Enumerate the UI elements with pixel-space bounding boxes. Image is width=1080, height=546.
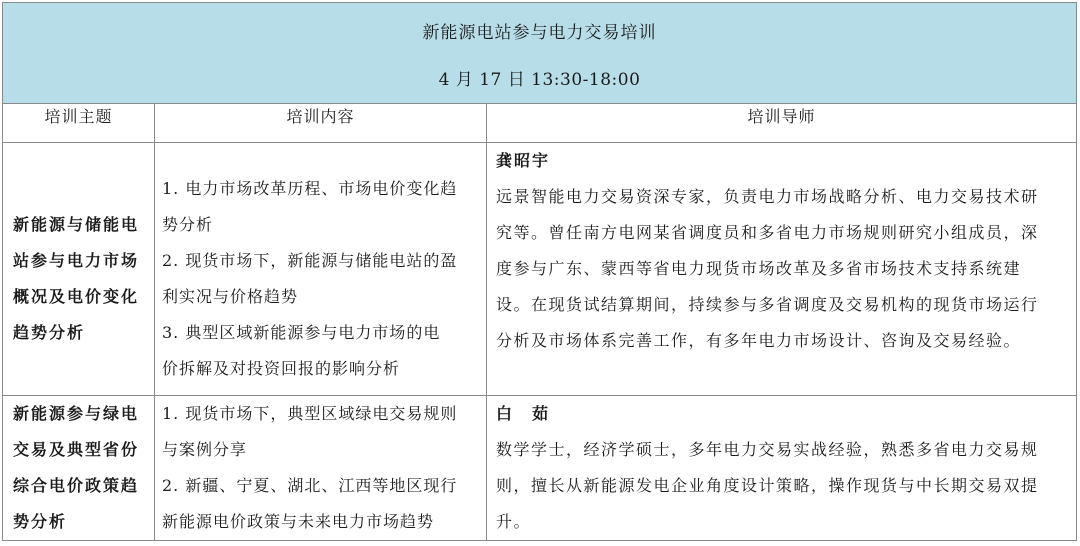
topic-line: 趋势分析	[13, 323, 86, 342]
mentor-bio-line: 远景智能电力交易资深专家，负责电力市场战略分析、电力交易技术研	[496, 187, 1039, 206]
mentor-bio-line: 究等。曾任南方电网某省调度员和多省电力市场规则研究小组成员，深	[496, 223, 1039, 242]
mentor-name: 白 茹	[496, 404, 551, 423]
topic-line: 新能源参与绿电	[13, 404, 140, 423]
topic-line: 综合电价政策趋	[13, 476, 140, 495]
content-line: 与案例分享	[162, 440, 248, 459]
column-header-mentor: 培训导师	[487, 104, 1077, 143]
content-line: 2. 新疆、宁夏、湖北、江西等地区现行	[162, 476, 458, 495]
topic-line: 概况及电价变化	[13, 287, 140, 306]
topic-cell	[3, 143, 155, 396]
table-row	[3, 396, 1077, 541]
mentor-name: 龚昭宇	[496, 151, 551, 170]
event-title: 新能源电站参与电力交易培训	[422, 23, 657, 43]
topic-line: 站参与电力市场	[13, 251, 140, 270]
column-header-content: 培训内容	[155, 104, 487, 143]
topic-cell	[3, 396, 155, 541]
mentor-bio-line: 则，擅长从新能源发电企业角度设计策略，操作现货与中长期交易双提	[496, 476, 1039, 495]
content-line: 1. 现货市场下，典型区域绿电交易规则	[162, 404, 458, 423]
topic-line: 新能源与储能电	[13, 215, 140, 234]
content-line: 2. 现货市场下，新能源与储能电站的盈	[162, 251, 458, 270]
topic-line: 交易及典型省份	[13, 440, 140, 459]
content-line: 3. 典型区域新能源参与电力市场的电	[162, 323, 441, 342]
training-schedule	[2, 2, 1078, 543]
content-line: 1. 电力市场改革历程、市场电价变化趋	[162, 179, 458, 198]
mentor-cell	[487, 143, 1077, 396]
content-line: 新能源电价政策与未来电力市场趋势	[162, 512, 435, 531]
mentor-bio-line: 设。在现货试结算期间，持续参与多省调度及交易机构的现货市场运行	[496, 295, 1039, 314]
mentor-cell	[487, 396, 1077, 541]
schedule-table	[2, 2, 1077, 541]
content-line: 利实况与价格趋势	[162, 287, 299, 306]
mentor-bio-line: 分析及市场体系完善工作，有多年电力市场设计、咨询及交易经验。	[496, 331, 1022, 350]
column-header-topic: 培训主题	[3, 104, 155, 143]
column-header-row	[3, 104, 1077, 143]
content-cell	[155, 143, 487, 396]
mentor-bio-line: 度参与广东、蒙西等省电力现货市场改革及多省市场技术支持系统建	[496, 259, 1022, 278]
table-row	[3, 143, 1077, 396]
mentor-bio-line: 数学学士，经济学硕士，多年电力交易实战经验，熟悉多省电力交易规	[496, 440, 1039, 459]
event-date-time: 4 月 17 日 13:30-18:00	[438, 70, 641, 90]
topic-line: 势分析	[13, 512, 68, 531]
content-cell	[155, 396, 487, 541]
content-line: 价拆解及对投资回报的影响分析	[162, 359, 401, 378]
mentor-bio-line: 升。	[496, 512, 532, 531]
content-line: 势分析	[162, 215, 214, 234]
header-cell	[3, 3, 1077, 104]
header-row	[3, 3, 1077, 104]
